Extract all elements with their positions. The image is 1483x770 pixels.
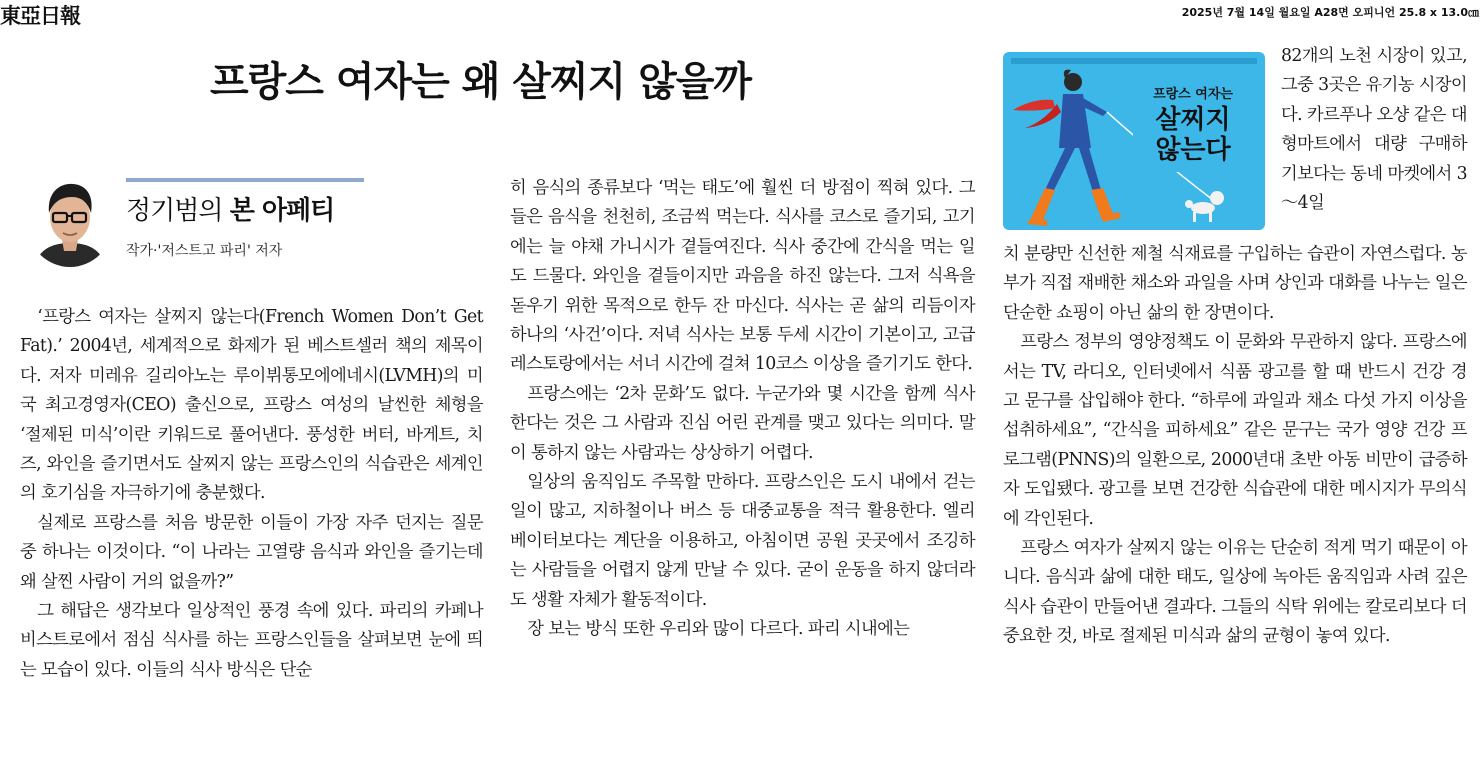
masthead: 東亞日報 (0, 3, 80, 28)
author-name: 정기범의 (126, 196, 223, 226)
book-cover-image (1003, 52, 1265, 230)
article-column-2 (510, 174, 975, 645)
paragraph: 프랑스 정부의 영양정책도 이 문화와 무관하지 않다. 프랑스에서는 TV, 라디오, 인터넷에서 식품 광고를 할 때 반드시 건강 경고 문구를 삽입해야 한다. “하루에 과일과 채소 다섯 가지 이상을 섭취하세요”, “간식을 피하세요” 같은 문구는 국가 영양 건강 프로그램(PNNS)의 일환으로, 2000년대 초반 아동 비만이 급증하자 도입됐다. 광고를 보면 건강한 식습관에 대한 메시지가 무의식에 각인된다. (1003, 332, 1467, 529)
paragraph: 장 보는 방식 또한 우리와 많이 다르다. 파리 시내에는 (527, 619, 910, 640)
paragraph: 실제로 프랑스를 처음 방문한 이들이 가장 자주 던지는 질문 중 하나는 이것이다. “이 나라는 고열량 음식과 와인을 즐기는데 왜 살찐 사람이 거의 없을까?” (20, 512, 483, 592)
paragraph: 치 분량만 신선한 제철 식재료를 구입하는 습관이 자연스럽다. 농부가 직접 재배한 채소와 과일을 사며 상인과 대화를 나누는 일은 단순한 쇼핑이 아닌 삶의 한 장면이다. (1003, 244, 1467, 323)
paragraph: 82개의 노천 시장이 있고, 그중 3곳은 유기농 시장이다. 카르푸나 오샹 같은 대형마트에서 대량 구매하기보다는 동네 마켓에서 3～4일 (1281, 46, 1468, 214)
dateline: 2025년 7월 14일 월요일 A28면 오피니언 25.8 x 13.0㎝ (1181, 6, 1479, 19)
paragraph: 프랑스 여자가 살찌지 않는 이유는 단순히 적게 먹기 때문이 아니다. 음식과 삶에 대한 태도, 일상에 녹아든 움직임과 사려 깊은 식사 습관이 만들어낸 결과다. 그들의 식탁 위에는 칼로리보다 더 중요한 것, 바로 절제된 미식과 삶의 균형이 놓여 있다. (1003, 538, 1467, 647)
book-title-line-1: 프랑스 여자는 (1153, 87, 1233, 102)
paragraph: ‘프랑스 여자는 살찌지 않는다(French Women Don’t Get Fat).’ 2004년, 세계적으로 화제가 된 베스트셀러 책의 제목이다. 저자 미레유 길리아노는 루이뷔통모에에네시(LVMH)의 미국 최고경영자(CEO) 출신으로, 프랑스 여성의 날씬한 체형을 ‘절제된 미식’이란 키워드로 풀어낸다. 풍성한 버터, 바게트, 치즈, 와인을 즐기면서도 살찌지 않는 프랑스인의 식습관은 세계인의 호기심을 자극하기에 충분했다. (20, 307, 483, 504)
article-column-1 (20, 303, 483, 685)
author-photo (28, 173, 112, 271)
column-title (126, 190, 334, 227)
paragraph: 그 해답은 생각보다 일상적인 풍경 속에 있다. 파리의 카페나 비스트로에서 점심 식사를 하는 프랑스인들을 살펴보면 눈에 띄는 모습이 있다. 이들의 식사 방식은 단순 (20, 601, 483, 680)
author-byline: 작가·'저스트고 파리' 저자 (126, 243, 283, 259)
headline: 프랑스 여자는 왜 살찌지 않을까 (210, 59, 752, 105)
book-title-line-3: 않는다 (1155, 135, 1231, 165)
column-title-rule (126, 178, 364, 182)
book-title-line-2: 살찌지 (1155, 105, 1231, 135)
article-column-3 (1003, 240, 1467, 652)
paragraph: 일상의 움직임도 주목할 만하다. 프랑스인은 도시 내에서 걷는 일이 많고, 지하철이나 버스 등 대중교통을 적극 활용한다. 엘리베이터보다는 계단을 이용하고, 아침이면 공원 곳곳에서 조깅하는 사람들을 어렵지 않게 만날 수 있다. 굳이 운동을 하지 않더라도 생활 자체가 활동적이다. (510, 472, 975, 610)
article-column-3-top (1281, 42, 1467, 218)
paragraph: 히 음식의 종류보다 ‘먹는 태도’에 훨씬 더 방점이 찍혀 있다. 그들은 음식을 천천히, 조금씩 먹는다. 식사를 코스로 즐기되, 고기에는 늘 야채 가니시가 곁들여진다. 식사 중간에 간식을 먹는 일도 드물다. 와인을 곁들이지만 과음을 하진 않는다. 그저 식욕을 돋우기 위한 목적으로 한두 잔 마신다. 식사는 곧 삶의 리듬이자 하나의 ‘사건’이다. 저녁 식사는 보통 두세 시간이 기본이고, 고급 레스토랑에서는 서너 시간에 걸쳐 10코스 이상을 즐기기도 한다. (510, 178, 975, 375)
column-series-name: 본 아페티 (229, 196, 335, 226)
paragraph: 프랑스에는 ‘2차 문화’도 없다. 누군가와 몇 시간을 함께 식사한다는 것은 그 사람과 진심 어린 관계를 맺고 있다는 의미다. 말이 통하지 않는 사람과는 상상하기 어렵다. (510, 383, 975, 463)
